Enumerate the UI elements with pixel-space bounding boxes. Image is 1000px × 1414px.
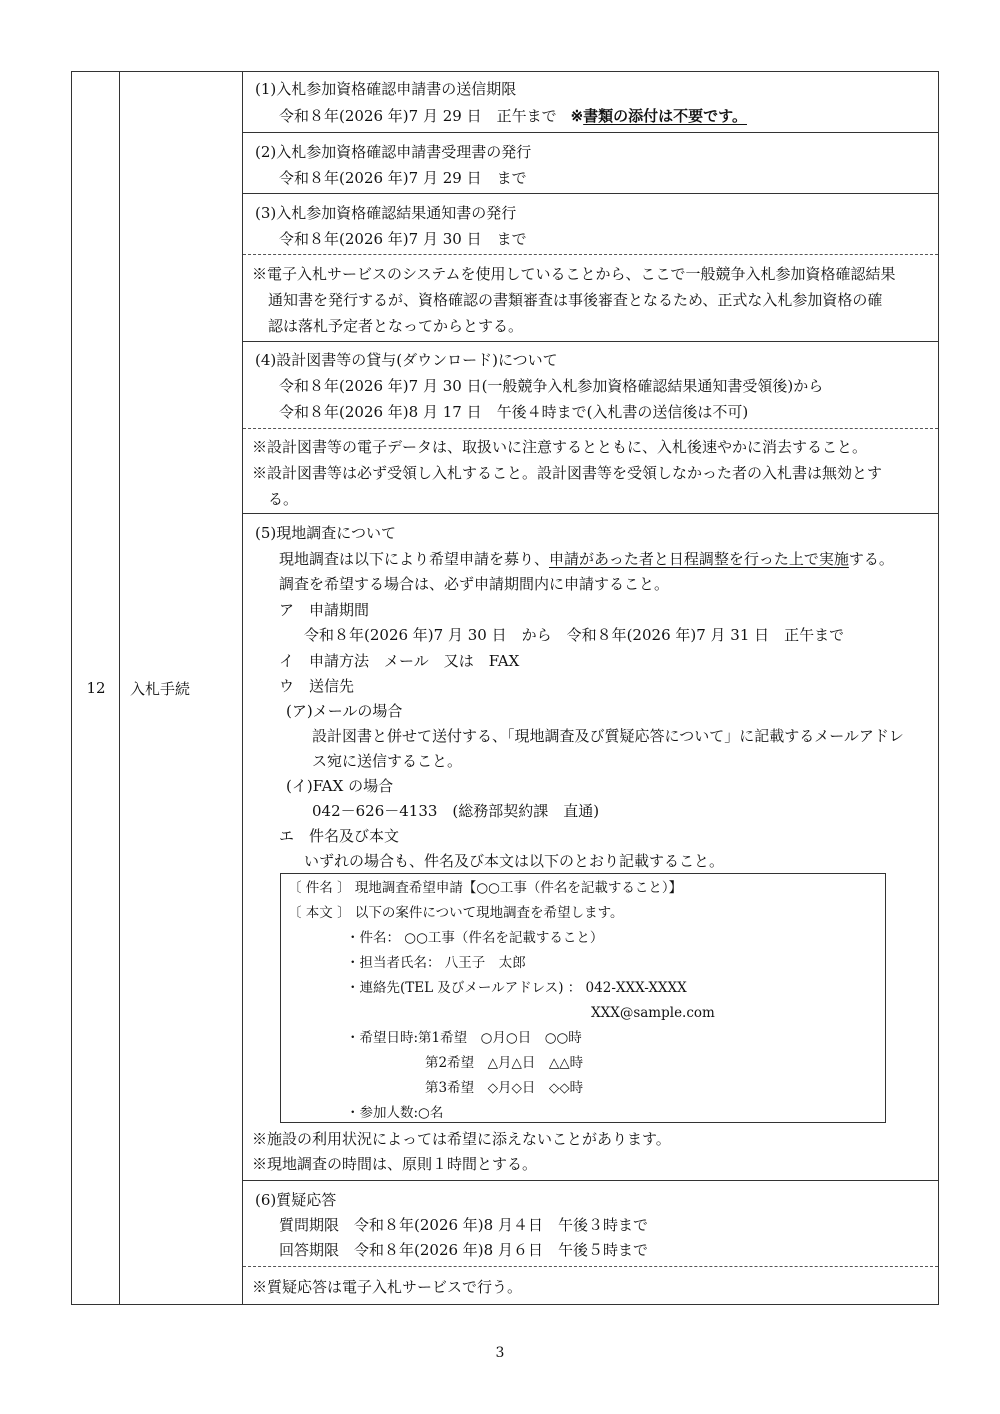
question-deadline: 質問期限 令和８年(2026 年)8 月４日 午後３時まで xyxy=(279,1216,648,1234)
template-date-3: 第3希望 ◇月◇日 ◇◇時 xyxy=(425,1080,584,1096)
template-email: XXX@sample.com xyxy=(591,1005,715,1021)
row-item-label: 入札手続 xyxy=(130,679,191,698)
section-4-title: (4)設計図書等の貸与(ダウンロード)について xyxy=(255,351,558,369)
mail-case-line: ス宛に送信すること。 xyxy=(312,752,463,770)
section-4-line: 令和８年(2026 年)8 月 17 日 午後４時まで(入札書の送信後は不可) xyxy=(279,403,749,421)
note-6-line: ※質疑応答は電子入札サービスで行う。 xyxy=(252,1278,523,1296)
answer-deadline: 回答期限 令和８年(2026 年)8 月６日 午後５時まで xyxy=(279,1241,648,1259)
row-number: 12 xyxy=(86,679,106,697)
section-5-title: (5)現地調査について xyxy=(255,524,396,542)
section-5-intro-underlined: 申請があった者と日程調整を行った上で実施 xyxy=(549,550,849,568)
section-5-intro2: 調査を希望する場合は、必ず申請期間内に申請すること。 xyxy=(279,575,670,593)
note-3-line: 通知書を発行するが、資格確認の書類審査は事後審査となるため、正式な入札参加資格の確 xyxy=(268,291,883,309)
note-3-line: 認は落札予定者となってからとする。 xyxy=(268,317,524,335)
send-to-label: ウ 送信先 xyxy=(279,677,355,695)
template-case: ・件名： ○○工事（件名を記載すること） xyxy=(346,930,604,946)
template-contact: ・連絡先(TEL 及びメールアドレス) ： 042-XXX-XXXX xyxy=(346,980,687,996)
apply-method-label: イ 申請方法 メール 又は FAX xyxy=(279,652,520,670)
template-subject: 〔 件名 〕 現地調査希望申請【○○工事（件名を記載すること）】 xyxy=(288,880,683,896)
template-date-2: 第2希望 △月△日 △△時 xyxy=(425,1055,584,1071)
template-body-head: 〔 本文 〕 以下の案件について現地調査を希望します。 xyxy=(288,905,624,921)
template-date-1: ・希望日時:第1希望 ○月○日 ○○時 xyxy=(346,1030,582,1046)
section-1-note-emphasis: 書類の添付は不要です。 xyxy=(583,107,747,125)
section-3-title: (3)入札参加資格確認結果通知書の発行 xyxy=(255,204,517,222)
section-1-line xyxy=(279,106,747,126)
section-5-note: ※現地調査の時間は、原則１時間とする。 xyxy=(252,1155,538,1173)
note-3-line: ※電子入札サービスのシステムを使用していることから、ここで一般競争入札参加資格確認結果 xyxy=(252,265,896,283)
fax-case-label: (イ)FAX の場合 xyxy=(286,777,394,795)
note-4-line: ※設計図書等は必ず受領し入札すること。設計図書等を受領しなかった者の入札書は無効とす xyxy=(252,464,883,482)
section-6-title: (6)質疑応答 xyxy=(255,1191,337,1209)
mail-case-line: 設計図書と併せて送付する、「現地調査及び質疑応答について」に記載するメールアドレ xyxy=(312,727,904,745)
section-2-title: (2)入札参加資格確認申請書受理書の発行 xyxy=(255,143,532,161)
note-4-line: ※設計図書等の電子データは、取扱いに注意するとともに、入札後速やかに消去すること。 xyxy=(252,438,868,456)
mail-case-label: (ア)メールの場合 xyxy=(286,702,403,720)
section-5-intro: 現地調査は以下により希望申請を募り、申請があった者と日程調整を行った上で実施する。 xyxy=(279,550,894,568)
section-3-line: 令和８年(2026 年)7 月 30 日 まで xyxy=(279,230,527,248)
apply-period-text: 令和８年(2026 年)7 月 30 日 から 令和８年(2026 年)7 月 31 日 正午まで xyxy=(304,626,845,644)
subject-body-label: エ 件名及び本文 xyxy=(279,827,400,845)
template-people: ・参加人数:○名 xyxy=(346,1105,444,1121)
section-1-note-mark: ※ xyxy=(570,107,584,125)
section-1-title: (1)入札参加資格確認申請書の送信期限 xyxy=(255,80,517,98)
section-2-line: 令和８年(2026 年)7 月 29 日 まで xyxy=(279,169,527,187)
page-number: 3 xyxy=(495,1345,505,1361)
subject-body-text: いずれの場合も、件名及び本文は以下のとおり記載すること。 xyxy=(304,852,725,870)
apply-period-label: ア 申請期間 xyxy=(279,601,370,619)
section-5-note: ※施設の利用状況によっては希望に添えないことがあります。 xyxy=(252,1130,671,1148)
section-1-deadline: 令和８年(2026 年)7 月 29 日 正午まで xyxy=(279,107,557,125)
fax-number: 042－626－4133 (総務部契約課 直通) xyxy=(312,802,600,820)
template-person: ・担当者氏名： 八王子 太郎 xyxy=(346,955,526,971)
note-4-line: る。 xyxy=(268,490,299,508)
section-4-line: 令和８年(2026 年)7 月 30 日(一般競争入札参加資格確認結果通知書受領後)から xyxy=(279,377,824,395)
